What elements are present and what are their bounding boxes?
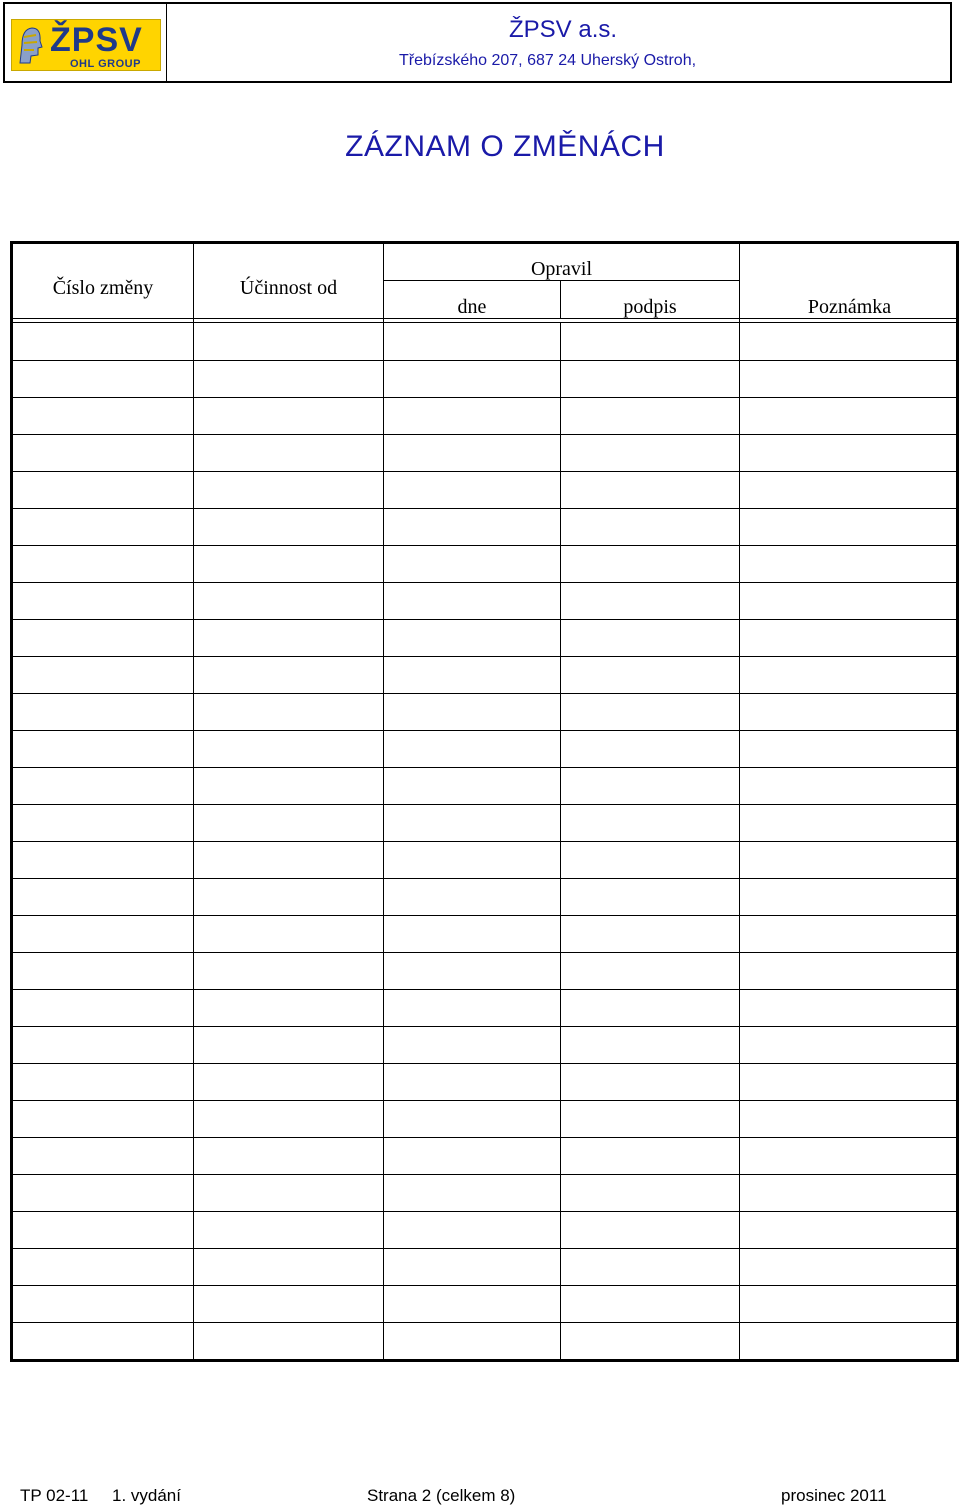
header-date-divider xyxy=(560,281,561,319)
table-row-divider xyxy=(13,878,956,879)
changes-table xyxy=(10,241,959,1362)
logo-head-icon xyxy=(16,23,44,67)
table-row-divider xyxy=(13,582,956,583)
table-row-divider xyxy=(13,619,956,620)
table-row-divider xyxy=(13,804,956,805)
footer-page: Strana 2 (celkem 8) xyxy=(367,1486,516,1505)
table-row-divider xyxy=(13,397,956,398)
table-row-divider xyxy=(13,1137,956,1138)
table-row-divider xyxy=(13,1248,956,1249)
logo-cell xyxy=(5,4,167,81)
col-line-2 xyxy=(383,244,384,1359)
header-effective: Účinnost od xyxy=(239,277,338,299)
table-row-divider xyxy=(13,693,956,694)
table-row-divider xyxy=(13,1322,956,1323)
table-row-divider xyxy=(13,508,956,509)
table-row-divider xyxy=(13,989,956,990)
company-cell xyxy=(167,4,950,81)
table-row-divider xyxy=(13,1211,956,1212)
footer-doc-code: TP 02-11 xyxy=(20,1486,89,1505)
table-row-divider xyxy=(13,1174,956,1175)
table-row-divider xyxy=(13,360,956,361)
table-row-divider xyxy=(13,471,956,472)
header-note: Poznámka xyxy=(807,296,892,318)
footer-edition: 1. vydání xyxy=(112,1486,181,1505)
header-signature: podpis xyxy=(623,296,677,318)
page-header xyxy=(3,2,952,83)
table-row-divider xyxy=(13,1026,956,1027)
company-name: ŽPSV a.s. xyxy=(509,16,618,43)
header-subdivider xyxy=(384,280,740,281)
table-row-divider xyxy=(13,434,956,435)
table-row-divider xyxy=(13,545,956,546)
header-double-line xyxy=(13,318,956,323)
page-title: ZÁZNAM O ZMĚNÁCH xyxy=(345,130,665,163)
table-row-divider xyxy=(13,730,956,731)
table-row-divider xyxy=(13,1285,956,1286)
header-date: dne xyxy=(457,296,487,318)
table-row-divider xyxy=(13,656,956,657)
logo-subtext: OHL GROUP xyxy=(70,58,141,70)
company-logo xyxy=(11,19,161,71)
table-row-divider xyxy=(13,841,956,842)
col-line-4 xyxy=(739,244,740,1359)
table-row-divider xyxy=(13,1063,956,1064)
footer-date: prosinec 2011 xyxy=(781,1486,887,1505)
table-row-divider xyxy=(13,1100,956,1101)
header-number: Číslo změny xyxy=(52,277,154,299)
header-corrected: Opravil xyxy=(530,258,593,280)
table-row-divider xyxy=(13,915,956,916)
table-row-divider xyxy=(13,952,956,953)
col-line-1 xyxy=(193,244,194,1359)
logo-text: ŽPSV xyxy=(50,21,143,59)
company-address: Třebízského 207, 687 24 Uherský Ostroh, xyxy=(399,52,697,69)
table-row-divider xyxy=(13,767,956,768)
